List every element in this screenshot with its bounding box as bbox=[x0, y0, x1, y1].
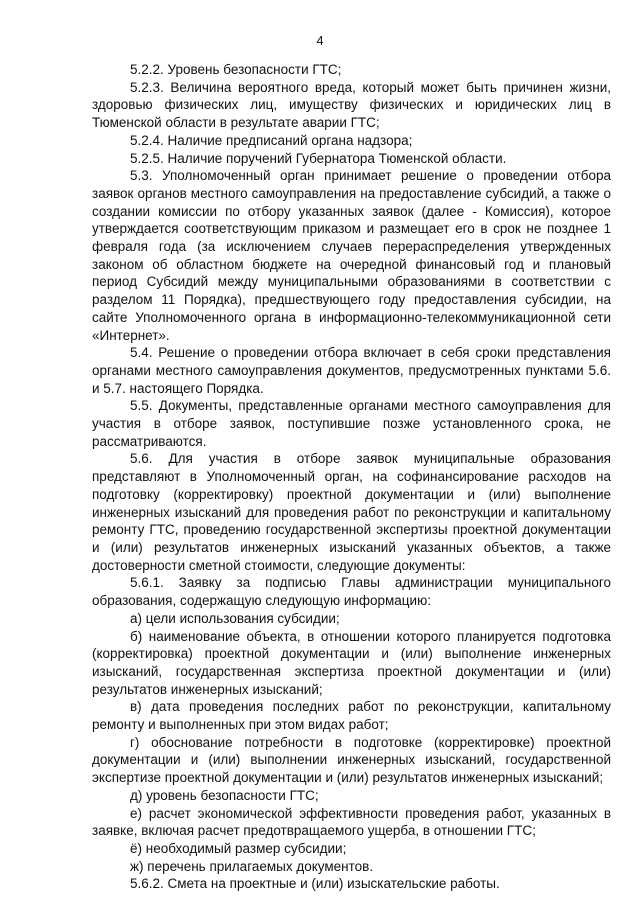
list-item-e: е) расчет экономической эффективности проведения работ, указанных в заявке, включая расчет предотвращаемого ущерба, в отношении ГТС; bbox=[92, 805, 611, 839]
paragraph-5-6-1: 5.6.1. Заявку за подписью Главы администрации муниципального образования, содержащую следующую информацию: bbox=[92, 575, 611, 609]
paragraph-5-2-4: 5.2.4. Наличие предписаний органа надзора; bbox=[130, 132, 413, 148]
list-item-g: г) обоснование потребности в подготовке (корректировке) проектной документации и (или) выполнении инженерных изысканий, государственной экспертизе проектной документации и (или) результатов инженерных изысканий; bbox=[92, 734, 611, 786]
list-item-b: б) наименование объекта, в отношении которого планируется подготовка (корректировка) проектной документации и (или) выполнение инженерных изысканий, государственная экспертиза проектной документации и (или) результатов инженерных изысканий; bbox=[92, 628, 611, 697]
paragraph-5-4: 5.4. Решение о проведении отбора включает в себя сроки представления органами местного самоуправления документов, предусмотренных пунктами 5.6. и 5.7. настоящего Порядка. bbox=[92, 345, 611, 396]
list-item-a: а) цели использования субсидии; bbox=[130, 610, 340, 626]
list-item-zh: ж) перечень прилагаемых документов. bbox=[130, 858, 374, 874]
list-item-d: д) уровень безопасности ГТС; bbox=[130, 787, 319, 803]
list-item-v: в) дата проведения последних работ по реконструкции, капитальному ремонту и выполненных при этом видах работ; bbox=[92, 699, 611, 733]
paragraph-5-2-5: 5.2.5. Наличие поручений Губернатора Тюменской области. bbox=[130, 150, 507, 166]
paragraph-5-2-3: 5.2.3. Величина вероятного вреда, который может быть причинен жизни, здоровью физических лиц, имуществу физических и юридических лиц в Тюменской области в результате аварии ГТС; bbox=[92, 79, 611, 131]
paragraph-5-6-2: 5.6.2. Смета на проектные и (или) изыскательские работы. bbox=[130, 876, 500, 892]
paragraph-5-5: 5.5. Документы, представленные органами местного самоуправления для участия в отборе заявок, поступившие позже установленного срока, не рассматриваются. bbox=[92, 398, 611, 449]
list-item-yo: ё) необходимый размер субсидии; bbox=[130, 840, 347, 856]
paragraph-5-6: 5.6. Для участия в отборе заявок муниципальные образования представляют в Уполномоченный орган, на софинансирование расходов на подготовку (корректировку) проектной документации и (или) выполнение инженерных изысканий для проведения работ по реконструкции и капитальному ремонту ГТС, проведению государственной экспертизы проектной документации и (или) результатов инженерных изысканий указанных объектов, а также достоверности сметной стоимости, следующие документы: bbox=[92, 451, 611, 573]
paragraph-5-2-2: 5.2.2. Уровень безопасности ГТС; bbox=[130, 62, 342, 77]
document-body bbox=[92, 61, 611, 893]
paragraph-5-3: 5.3. Уполномоченный орган принимает решение о проведении отбора заявок органов местного самоуправления на предоставление субсидий, а также о создании комиссии по отбору указанных заявок (далее - Комиссия), которое утверждается соответствующим приказом и размещает его в срок не позднее 1 февраля года (за исключением случаев перераспределения утвержденных законом об областном бюджете на очередной финансовый год и плановый период Субсидий между муниципальными образованиями в соответствии с разделом 11 Порядка), предшествующего году предоставления субсидии, на сайте Уполномоченного органа в информационно-телекоммуникационной сети «Интернет». bbox=[92, 168, 611, 343]
page-number: 4 bbox=[316, 33, 324, 48]
